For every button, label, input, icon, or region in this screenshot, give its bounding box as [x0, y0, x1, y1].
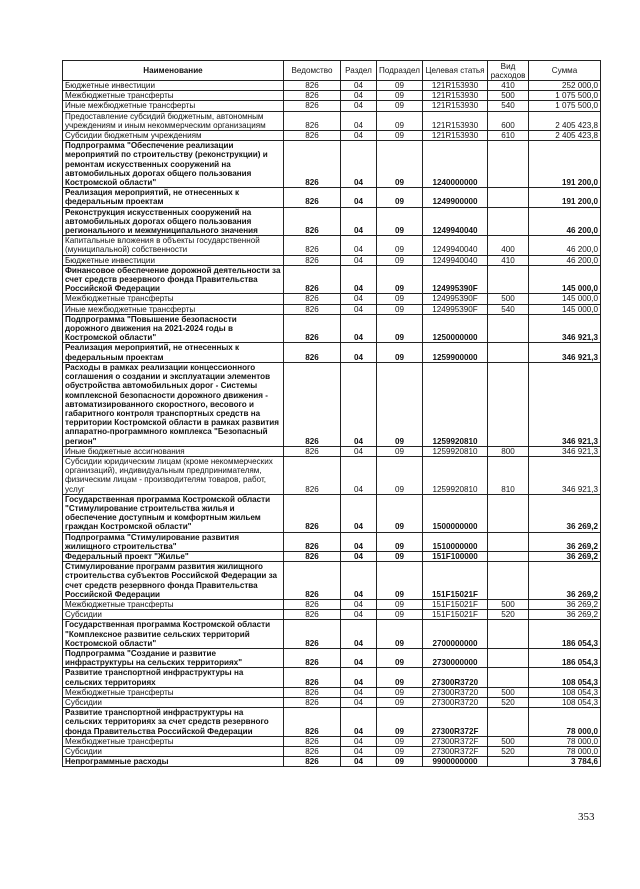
header-section: Раздел: [341, 61, 377, 81]
cell-target: 121R153930: [423, 101, 488, 111]
cell-subsection: 09: [377, 81, 423, 91]
cell-department: 826: [284, 111, 341, 130]
cell-amount: 346 921,3: [529, 314, 601, 343]
cell-target: 151F100000: [423, 551, 488, 561]
cell-subsection: 09: [377, 687, 423, 697]
cell-department: 826: [284, 668, 341, 687]
cell-subsection: 09: [377, 599, 423, 609]
cell-department: 826: [284, 494, 341, 532]
cell-name: Субсидии бюджетным учреждениям: [63, 131, 284, 141]
cell-section: 04: [341, 708, 377, 737]
cell-amount: 36 269,2: [529, 610, 601, 620]
cell-expense-type: 500: [488, 736, 529, 746]
cell-target: 1259900000: [423, 343, 488, 362]
table-row: [63, 620, 601, 649]
cell-name: Межбюджетные трансферты: [63, 91, 284, 101]
cell-section: 04: [341, 562, 377, 600]
cell-amount: 252 000,0: [529, 81, 601, 91]
cell-amount: 36 269,2: [529, 562, 601, 600]
cell-expense-type: 540: [488, 101, 529, 111]
cell-name: Реконструкция искусственных сооружений на автомобильных дорогах общего пользования регионального и межмуниципального значения: [63, 207, 284, 236]
cell-name: Межбюджетные трансферты: [63, 736, 284, 746]
table-row: [63, 362, 601, 446]
cell-section: 04: [341, 294, 377, 304]
cell-expense-type: [488, 648, 529, 667]
table-row: [63, 343, 601, 362]
cell-department: 826: [284, 141, 341, 188]
cell-subsection: 09: [377, 131, 423, 141]
cell-expense-type: 500: [488, 687, 529, 697]
cell-expense-type: 400: [488, 236, 529, 255]
cell-subsection: 09: [377, 446, 423, 456]
cell-target: 9900000000: [423, 757, 488, 767]
cell-department: 826: [284, 757, 341, 767]
cell-name: Бюджетные инвестиции: [63, 255, 284, 265]
cell-subsection: 09: [377, 343, 423, 362]
header-expense-type: Вид расходов: [488, 61, 529, 81]
cell-department: 826: [284, 362, 341, 446]
cell-section: 04: [341, 599, 377, 609]
cell-target: 124995390F: [423, 294, 488, 304]
cell-target: 121R153930: [423, 91, 488, 101]
cell-name: Субсидии: [63, 747, 284, 757]
cell-department: 826: [284, 446, 341, 456]
cell-expense-type: [488, 532, 529, 551]
cell-subsection: 09: [377, 236, 423, 255]
cell-subsection: 09: [377, 620, 423, 649]
cell-expense-type: [488, 620, 529, 649]
cell-name: Реализация мероприятий, не отнесенных к федеральным проектам: [63, 343, 284, 362]
cell-department: 826: [284, 236, 341, 255]
cell-amount: 3 784,6: [529, 757, 601, 767]
cell-department: 826: [284, 708, 341, 737]
cell-target: 1249940040: [423, 236, 488, 255]
cell-target: 27300R372F: [423, 747, 488, 757]
cell-section: 04: [341, 446, 377, 456]
cell-amount: 36 269,2: [529, 599, 601, 609]
cell-subsection: 09: [377, 551, 423, 561]
table-row: [63, 456, 601, 494]
cell-amount: 186 054,3: [529, 620, 601, 649]
cell-expense-type: [488, 494, 529, 532]
cell-target: 2730000000: [423, 648, 488, 667]
cell-department: 826: [284, 687, 341, 697]
cell-section: 04: [341, 131, 377, 141]
cell-section: 04: [341, 747, 377, 757]
cell-expense-type: 500: [488, 91, 529, 101]
cell-amount: 46 200,0: [529, 255, 601, 265]
cell-target: 121R153930: [423, 131, 488, 141]
cell-amount: 145 000,0: [529, 304, 601, 314]
header-subsection: Подраздел: [377, 61, 423, 81]
cell-amount: 78 000,0: [529, 708, 601, 737]
cell-department: 826: [284, 91, 341, 101]
table-row: [63, 446, 601, 456]
cell-subsection: 09: [377, 294, 423, 304]
cell-target: 1249940040: [423, 207, 488, 236]
table-row: [63, 668, 601, 687]
header-target: Целевая статья: [423, 61, 488, 81]
cell-department: 826: [284, 648, 341, 667]
cell-subsection: 09: [377, 314, 423, 343]
cell-section: 04: [341, 343, 377, 362]
cell-section: 04: [341, 91, 377, 101]
cell-amount: 346 921,3: [529, 456, 601, 494]
cell-section: 04: [341, 551, 377, 561]
cell-name: Подпрограмма "Обеспечение реализации мероприятий по строительству (реконструкции) и ремонтам искусственных сооружений на автомобильных дорогах общего пользования Костромской области": [63, 141, 284, 188]
cell-name: Иные бюджетные ассигнования: [63, 446, 284, 456]
cell-name: Государственная программа Костромской области "Стимулирование строительства жилья и обеспечение доступным и комфортным жильем граждан Костромской области": [63, 494, 284, 532]
cell-subsection: 09: [377, 648, 423, 667]
table-row: [63, 599, 601, 609]
cell-expense-type: [488, 141, 529, 188]
cell-amount: 1 075 500,0: [529, 91, 601, 101]
cell-name: Иные межбюджетные трансферты: [63, 101, 284, 111]
cell-subsection: 09: [377, 304, 423, 314]
cell-name: Бюджетные инвестиции: [63, 81, 284, 91]
cell-department: 826: [284, 747, 341, 757]
table-row: [63, 314, 601, 343]
cell-target: 124995390F: [423, 304, 488, 314]
cell-section: 04: [341, 620, 377, 649]
cell-subsection: 09: [377, 362, 423, 446]
cell-expense-type: [488, 207, 529, 236]
cell-department: 826: [284, 343, 341, 362]
cell-subsection: 09: [377, 141, 423, 188]
table-row: [63, 736, 601, 746]
cell-department: 826: [284, 736, 341, 746]
cell-section: 04: [341, 362, 377, 446]
cell-name: Субсидии: [63, 610, 284, 620]
cell-name: Реализация мероприятий, не отнесенных к федеральным проектам: [63, 188, 284, 207]
cell-expense-type: [488, 757, 529, 767]
cell-subsection: 09: [377, 111, 423, 130]
cell-section: 04: [341, 111, 377, 130]
cell-department: 826: [284, 456, 341, 494]
cell-name: Субсидии юридическим лицам (кроме некоммерческих организаций), индивидуальным предпринимателям, физическим лицам - производителям товаров, работ, услуг: [63, 456, 284, 494]
cell-expense-type: 520: [488, 747, 529, 757]
cell-amount: 108 054,3: [529, 698, 601, 708]
cell-amount: 346 921,3: [529, 362, 601, 446]
cell-subsection: 09: [377, 494, 423, 532]
cell-name: Межбюджетные трансферты: [63, 599, 284, 609]
cell-expense-type: 600: [488, 111, 529, 130]
cell-amount: 346 921,3: [529, 343, 601, 362]
cell-amount: 186 054,3: [529, 648, 601, 667]
cell-amount: 78 000,0: [529, 747, 601, 757]
cell-amount: 2 405 423,8: [529, 111, 601, 130]
table-row: [63, 131, 601, 141]
cell-target: 121R153930: [423, 81, 488, 91]
cell-amount: 108 054,3: [529, 668, 601, 687]
cell-amount: 1 075 500,0: [529, 101, 601, 111]
cell-subsection: 09: [377, 668, 423, 687]
table-row: [63, 757, 601, 767]
table-row: [63, 304, 601, 314]
cell-amount: 36 269,2: [529, 532, 601, 551]
cell-subsection: 09: [377, 562, 423, 600]
cell-amount: 191 200,0: [529, 188, 601, 207]
cell-subsection: 09: [377, 91, 423, 101]
cell-section: 04: [341, 101, 377, 111]
cell-amount: 78 000,0: [529, 736, 601, 746]
cell-target: 27300R3720: [423, 687, 488, 697]
cell-department: 826: [284, 131, 341, 141]
cell-target: 151F15021F: [423, 562, 488, 600]
cell-target: 27300R3720: [423, 668, 488, 687]
cell-amount: 46 200,0: [529, 207, 601, 236]
table-row: [63, 255, 601, 265]
table-row: [63, 236, 601, 255]
cell-expense-type: [488, 362, 529, 446]
table-row: [63, 494, 601, 532]
cell-target: 1510000000: [423, 532, 488, 551]
cell-expense-type: 800: [488, 446, 529, 456]
cell-subsection: 09: [377, 456, 423, 494]
cell-target: 1500000000: [423, 494, 488, 532]
cell-subsection: 09: [377, 101, 423, 111]
cell-expense-type: 500: [488, 294, 529, 304]
cell-department: 826: [284, 599, 341, 609]
cell-department: 826: [284, 562, 341, 600]
cell-section: 04: [341, 255, 377, 265]
cell-expense-type: [488, 708, 529, 737]
cell-target: 124995390F: [423, 265, 488, 294]
cell-section: 04: [341, 736, 377, 746]
cell-expense-type: [488, 343, 529, 362]
cell-subsection: 09: [377, 747, 423, 757]
cell-expense-type: [488, 265, 529, 294]
header-department: Ведомство: [284, 61, 341, 81]
cell-section: 04: [341, 207, 377, 236]
cell-name: Расходы в рамках реализации концессионного соглашения о создании и эксплуатации элементов обустройства автомобильных дорог - Системы комплексной безопасности дорожного движения - автоматизированного скоростного, весового и габаритного контроля транспортных средств на территории Костромской области в рамках развития аппаратно-программного комплекса "Безопасный регион": [63, 362, 284, 446]
cell-section: 04: [341, 757, 377, 767]
cell-expense-type: [488, 314, 529, 343]
cell-name: Капитальные вложения в объекты государственной (муниципальной) собственности: [63, 236, 284, 255]
cell-name: Непрограммные расходы: [63, 757, 284, 767]
cell-expense-type: [488, 551, 529, 561]
cell-amount: 145 000,0: [529, 294, 601, 304]
cell-subsection: 09: [377, 255, 423, 265]
cell-name: Иные межбюджетные трансферты: [63, 304, 284, 314]
table-row: [63, 687, 601, 697]
cell-name: Стимулирование программ развития жилищного строительства субъектов Российской Федерации за счет средств резервного фонда Правительства Российской Федерации: [63, 562, 284, 600]
cell-name: Подпрограмма "Создание и развитие инфраструктуры на сельских территориях": [63, 648, 284, 667]
cell-department: 826: [284, 698, 341, 708]
cell-section: 04: [341, 265, 377, 294]
header-name: Наименование: [63, 61, 284, 81]
cell-department: 826: [284, 265, 341, 294]
cell-subsection: 09: [377, 736, 423, 746]
cell-section: 04: [341, 81, 377, 91]
cell-subsection: 09: [377, 207, 423, 236]
table-row: [63, 188, 601, 207]
cell-subsection: 09: [377, 532, 423, 551]
cell-name: Финансовое обеспечение дорожной деятельности за счет средств резервного фонда Правительства Российской Федерации: [63, 265, 284, 294]
table-row: [63, 698, 601, 708]
cell-department: 826: [284, 294, 341, 304]
cell-name: Подпрограмма "Повышение безопасности дорожного движения на 2021-2024 годы в Костромской области": [63, 314, 284, 343]
cell-expense-type: 540: [488, 304, 529, 314]
cell-department: 826: [284, 620, 341, 649]
table-row: [63, 111, 601, 130]
table-row: [63, 708, 601, 737]
cell-section: 04: [341, 687, 377, 697]
cell-name: Развитие транспортной инфраструктуры на сельских территориях за счет средств резервного фонда Правительства Российской Федерации: [63, 708, 284, 737]
cell-amount: 145 000,0: [529, 265, 601, 294]
cell-department: 826: [284, 101, 341, 111]
cell-department: 826: [284, 188, 341, 207]
cell-expense-type: 410: [488, 255, 529, 265]
cell-subsection: 09: [377, 610, 423, 620]
cell-expense-type: 520: [488, 610, 529, 620]
cell-amount: 2 405 423,8: [529, 131, 601, 141]
cell-amount: 36 269,2: [529, 494, 601, 532]
budget-table: [62, 60, 601, 767]
cell-subsection: 09: [377, 265, 423, 294]
table-row: [63, 101, 601, 111]
cell-department: 826: [284, 551, 341, 561]
table-row: [63, 648, 601, 667]
header-row: [63, 61, 601, 81]
cell-name: Межбюджетные трансферты: [63, 294, 284, 304]
cell-target: 1249940040: [423, 255, 488, 265]
cell-expense-type: [488, 562, 529, 600]
cell-department: 826: [284, 314, 341, 343]
cell-target: 1259920810: [423, 446, 488, 456]
cell-expense-type: 610: [488, 131, 529, 141]
cell-section: 04: [341, 532, 377, 551]
cell-target: 1240000000: [423, 141, 488, 188]
table-row: [63, 551, 601, 561]
table-row: [63, 532, 601, 551]
table-row: [63, 294, 601, 304]
cell-section: 04: [341, 494, 377, 532]
cell-department: 826: [284, 255, 341, 265]
cell-target: 1250000000: [423, 314, 488, 343]
cell-amount: 346 921,3: [529, 446, 601, 456]
cell-expense-type: 520: [488, 698, 529, 708]
cell-subsection: 09: [377, 188, 423, 207]
cell-subsection: 09: [377, 698, 423, 708]
table-body: [63, 81, 601, 767]
table-row: [63, 141, 601, 188]
cell-expense-type: [488, 188, 529, 207]
cell-target: 27300R372F: [423, 736, 488, 746]
cell-department: 826: [284, 81, 341, 91]
header-amount: Сумма: [529, 61, 601, 81]
cell-name: Государственная программа Костромской области "Комплексное развитие сельских территорий Костромской области": [63, 620, 284, 649]
cell-target: 2700000000: [423, 620, 488, 649]
cell-expense-type: 500: [488, 599, 529, 609]
cell-department: 826: [284, 207, 341, 236]
cell-amount: 191 200,0: [529, 141, 601, 188]
cell-amount: 108 054,3: [529, 687, 601, 697]
cell-section: 04: [341, 304, 377, 314]
cell-expense-type: 410: [488, 81, 529, 91]
cell-name: Федеральный проект "Жилье": [63, 551, 284, 561]
cell-target: 151F15021F: [423, 599, 488, 609]
table-row: [63, 562, 601, 600]
cell-target: 1259920810: [423, 456, 488, 494]
cell-name: Межбюджетные трансферты: [63, 687, 284, 697]
cell-department: 826: [284, 610, 341, 620]
table-row: [63, 81, 601, 91]
cell-section: 04: [341, 698, 377, 708]
cell-subsection: 09: [377, 757, 423, 767]
cell-section: 04: [341, 456, 377, 494]
cell-target: 121R153930: [423, 111, 488, 130]
cell-section: 04: [341, 188, 377, 207]
cell-section: 04: [341, 314, 377, 343]
table-row: [63, 610, 601, 620]
table-row: [63, 207, 601, 236]
table-header: [63, 61, 601, 81]
cell-section: 04: [341, 668, 377, 687]
cell-target: 27300R3720: [423, 698, 488, 708]
cell-section: 04: [341, 236, 377, 255]
cell-subsection: 09: [377, 708, 423, 737]
cell-department: 826: [284, 304, 341, 314]
cell-name: Подпрограмма "Стимулирование развития жилищного строительства": [63, 532, 284, 551]
table-row: [63, 265, 601, 294]
cell-amount: 36 269,2: [529, 551, 601, 561]
cell-target: 1259920810: [423, 362, 488, 446]
cell-target: 27300R372F: [423, 708, 488, 737]
cell-target: 151F15021F: [423, 610, 488, 620]
cell-name: Субсидии: [63, 698, 284, 708]
table-row: [63, 747, 601, 757]
cell-department: 826: [284, 532, 341, 551]
cell-name: Развитие транспортной инфраструктуры на сельских территориях: [63, 668, 284, 687]
cell-section: 04: [341, 610, 377, 620]
cell-amount: 46 200,0: [529, 236, 601, 255]
cell-expense-type: 810: [488, 456, 529, 494]
page-number: 353: [578, 811, 595, 823]
cell-name: Предоставление субсидий бюджетным, автономным учреждениям и иным некоммерческим организациям: [63, 111, 284, 130]
cell-section: 04: [341, 141, 377, 188]
cell-section: 04: [341, 648, 377, 667]
cell-expense-type: [488, 668, 529, 687]
cell-target: 1249900000: [423, 188, 488, 207]
table-row: [63, 91, 601, 101]
